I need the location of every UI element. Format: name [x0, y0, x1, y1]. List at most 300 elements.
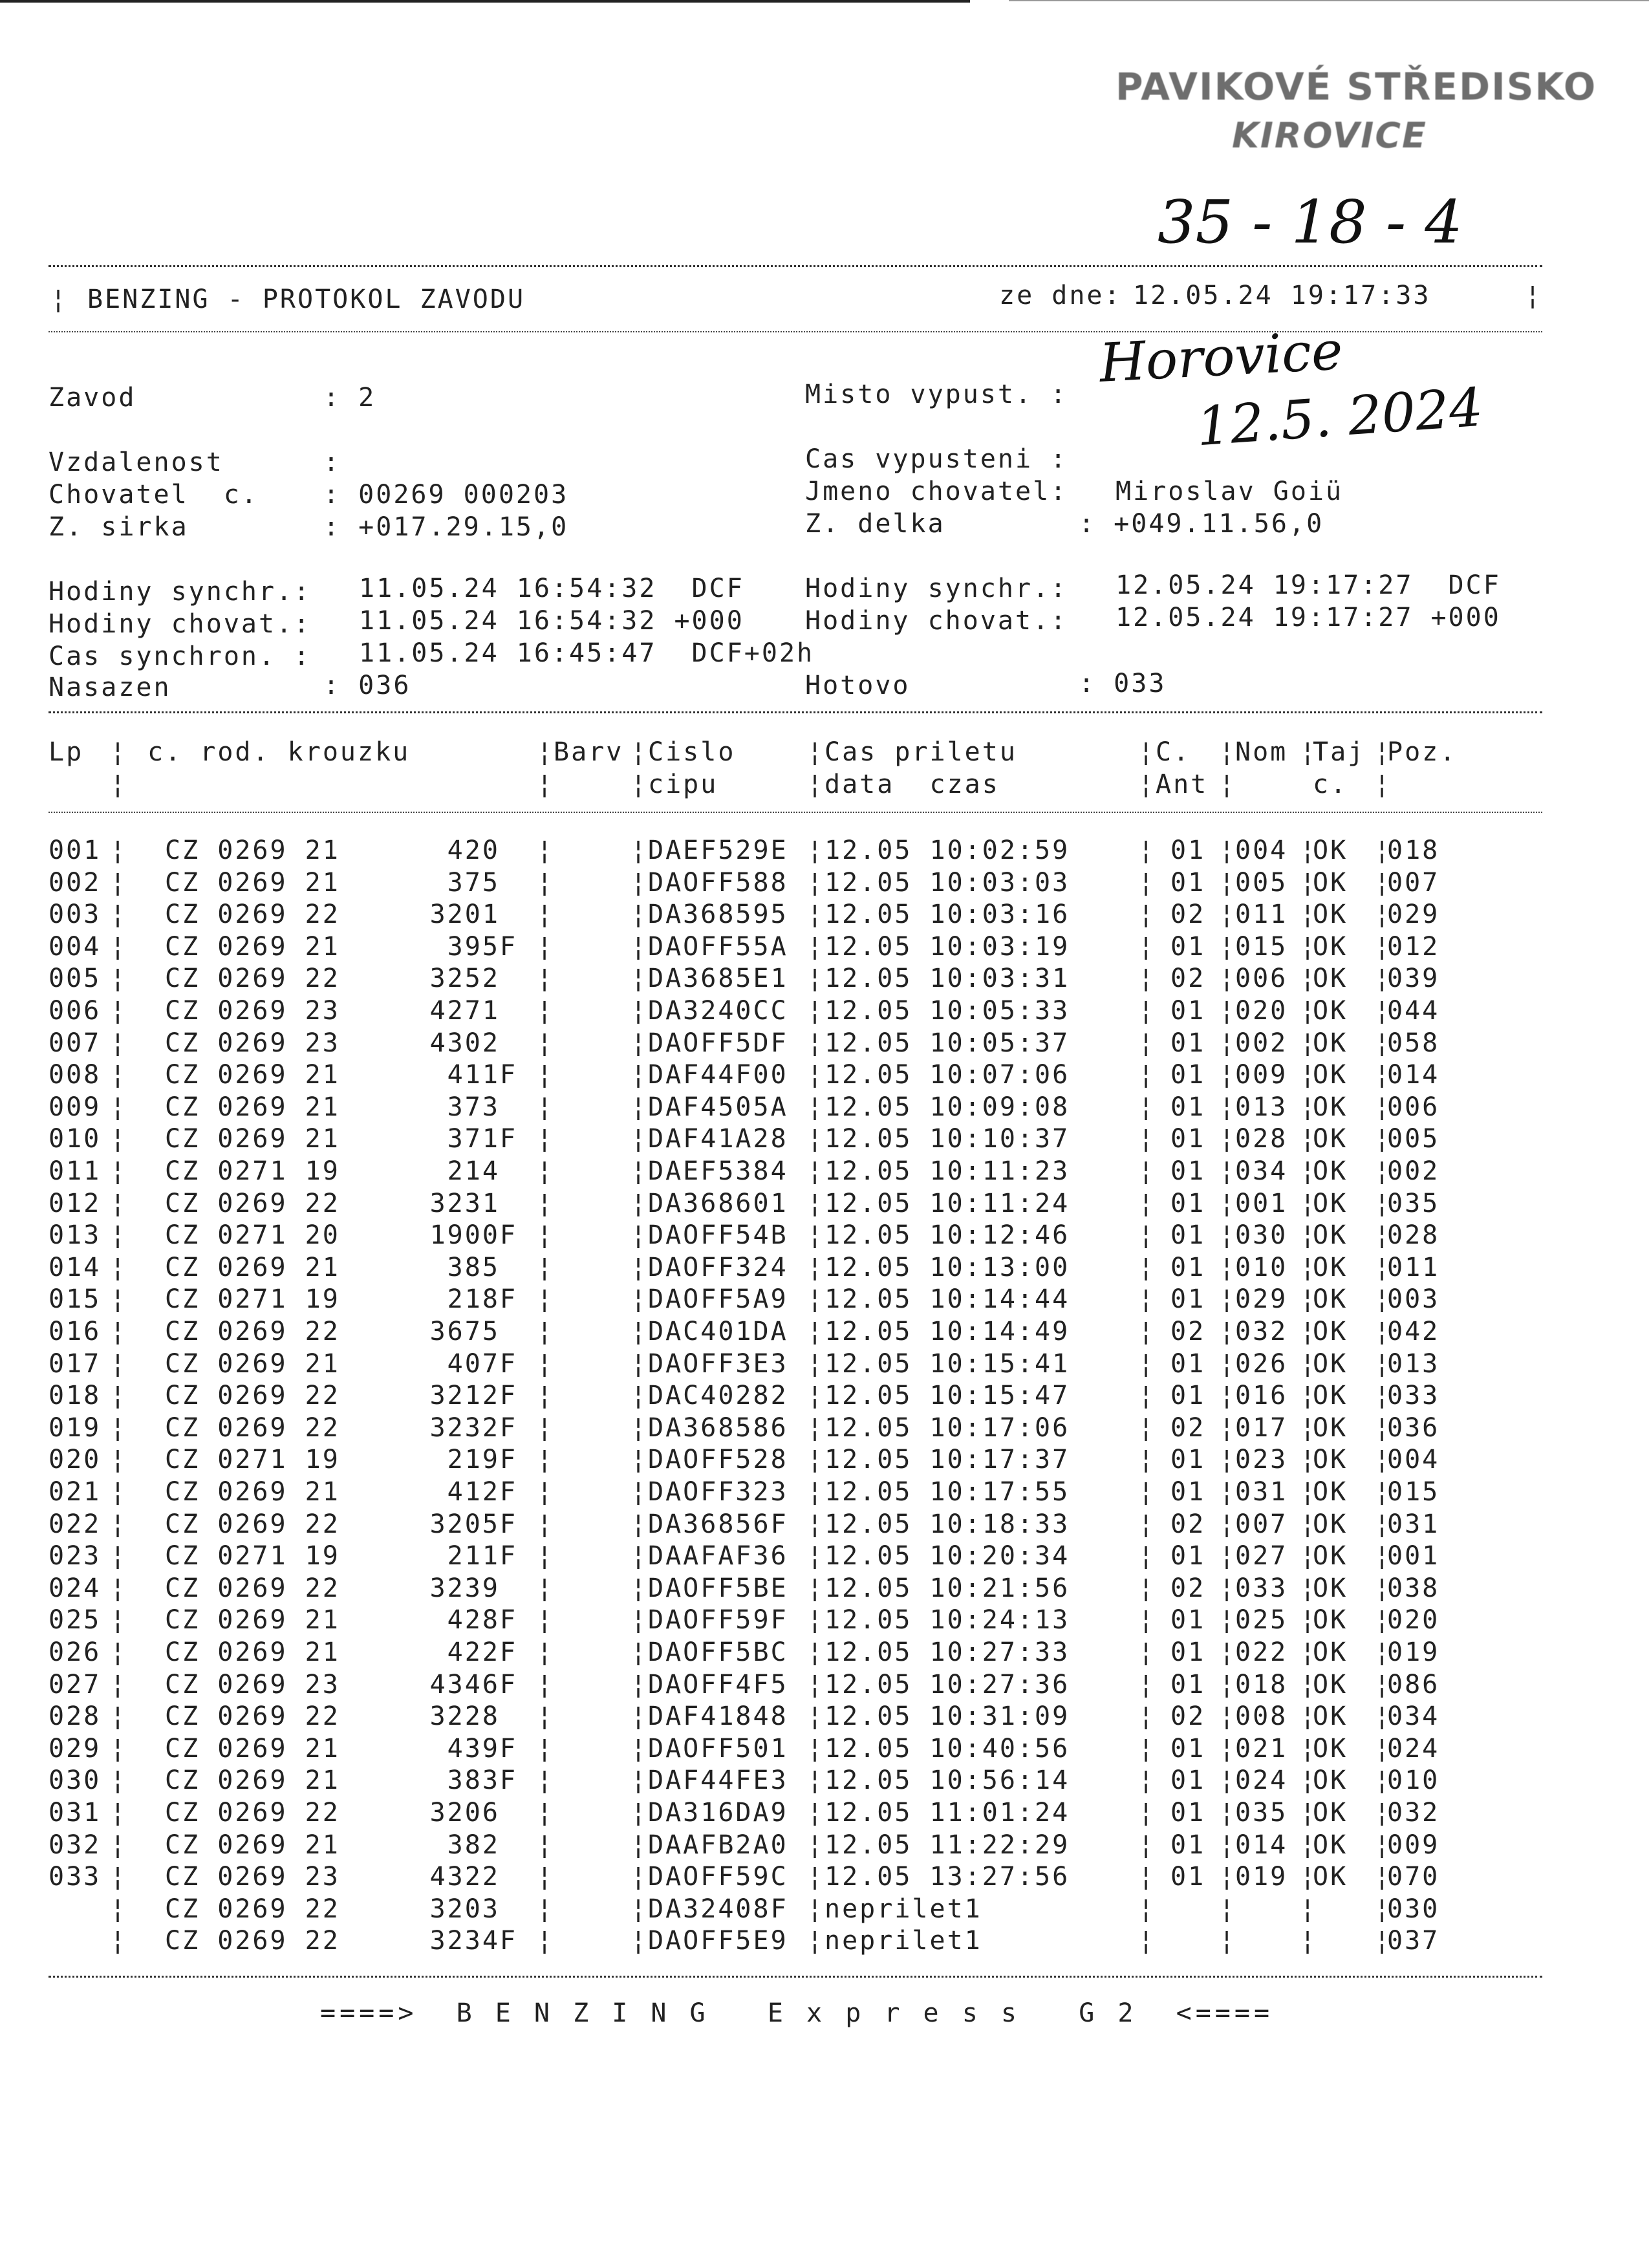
cell-separator: ¦: [1219, 1381, 1237, 1411]
cell-num: 428F: [447, 1605, 517, 1636]
report-title: BENZING - PROTOKOL ZAVODU: [87, 285, 526, 314]
cell-poz: 020: [1387, 1605, 1440, 1636]
cell-lp: 026: [48, 1637, 102, 1667]
cell-separator: ¦: [1300, 1156, 1318, 1186]
cell-lp: 027: [48, 1669, 102, 1700]
cell-num: 214: [447, 1156, 517, 1186]
col-c: C.: [1156, 737, 1191, 767]
cell-prefix: CZ 0271 19: [165, 1541, 340, 1571]
sirka-value: : +017.29.15,0: [323, 512, 569, 542]
cell-lp: 021: [48, 1477, 102, 1507]
cell-separator: ¦: [1300, 931, 1318, 962]
cell-prefix: CZ 0269 22: [165, 1509, 340, 1539]
cell-separator: ¦: [1300, 1092, 1318, 1122]
cell-taj: OK: [1313, 1798, 1348, 1828]
scan-top-edge-right: [1009, 0, 1649, 1]
cell-separator: ¦: [1300, 1798, 1318, 1828]
cell-separator: ¦: [1138, 1894, 1156, 1924]
cell-prefix: CZ 0271 19: [165, 1445, 340, 1475]
cell-prefix: CZ 0269 23: [165, 996, 340, 1026]
cell-separator: ¦: [1374, 996, 1392, 1026]
cell-separator: ¦: [1374, 1092, 1392, 1122]
cell-lp: 006: [48, 996, 102, 1026]
misto-label: Misto vypust. :: [805, 380, 1068, 409]
cell-separator: ¦: [1374, 1701, 1392, 1732]
cell-lp: 002: [48, 867, 102, 898]
hotovo-label: Hotovo: [805, 671, 911, 700]
cell-separator: ¦: [1300, 1509, 1318, 1539]
cell-taj: OK: [1313, 1317, 1348, 1346]
cell-separator: ¦: [1138, 1541, 1156, 1571]
cell-separator: ¦: [1300, 1605, 1318, 1636]
cell-c: 02: [1170, 1317, 1206, 1346]
cell-time: 12.05 10:27:33: [824, 1637, 1070, 1667]
col-taj: Taj: [1313, 737, 1366, 767]
cell-c: 02: [1170, 1573, 1206, 1603]
hodiny-synchr-label-2: Hodiny synchr.:: [805, 574, 1068, 603]
cell-nom: 007: [1235, 1509, 1288, 1539]
cell-nom: 014: [1235, 1830, 1288, 1860]
cell-separator: ¦: [807, 1573, 825, 1603]
cell-separator: ¦: [110, 1252, 128, 1282]
cell-nom: 034: [1235, 1156, 1288, 1186]
cell-separator: ¦: [1219, 1252, 1237, 1282]
cell-num: 3206: [429, 1798, 517, 1828]
cell-time: 12.05 10:21:56: [824, 1573, 1070, 1603]
cell-poz: 001: [1387, 1541, 1440, 1571]
hodiny-synchr-left: 11.05.24 16:54:32 DCF: [359, 574, 744, 603]
cell-separator: ¦: [110, 1060, 128, 1090]
cas-synchron-label: Cas synchron. :: [48, 642, 312, 671]
cell-separator: ¦: [537, 1156, 555, 1186]
cell-chip: DA316DA9: [648, 1798, 788, 1828]
cell-taj: OK: [1313, 1252, 1348, 1282]
cell-separator: ¦: [1374, 1894, 1392, 1924]
cell-lp: 028: [48, 1701, 102, 1732]
cell-c: 01: [1170, 1028, 1206, 1058]
col-sep-3b: ¦: [630, 770, 649, 799]
cell-chip: DAOFF54B: [648, 1220, 788, 1251]
cell-poz: 014: [1387, 1060, 1440, 1090]
cell-prefix: CZ 0269 22: [165, 900, 340, 930]
cell-taj: OK: [1313, 931, 1348, 962]
cell-separator: ¦: [1219, 1412, 1237, 1443]
cell-separator: ¦: [807, 1894, 825, 1924]
cell-separator: ¦: [1138, 1381, 1156, 1411]
cell-separator: ¦: [1374, 1669, 1392, 1700]
cell-num: 4346F: [429, 1669, 517, 1700]
col-krouzek: c. rod. krouzku: [147, 737, 411, 767]
cell-separator: ¦: [537, 900, 555, 930]
cell-num: 211F: [447, 1541, 517, 1571]
cell-separator: ¦: [1300, 964, 1318, 994]
cell-separator: ¦: [630, 1637, 649, 1667]
report-date-label: ze dne:: [999, 281, 1122, 310]
cell-separator: ¦: [1219, 964, 1237, 994]
cell-prefix: CZ 0269 21: [165, 1605, 340, 1636]
col-nom: Nom: [1235, 737, 1288, 767]
cell-taj: OK: [1313, 996, 1348, 1026]
cell-prefix: CZ 0269 22: [165, 1926, 340, 1956]
cell-lp: 031: [48, 1798, 102, 1828]
cell-lp: 013: [48, 1220, 102, 1251]
cell-lp: 024: [48, 1573, 102, 1603]
header-rule-bottom: [48, 331, 1542, 332]
cell-separator: ¦: [630, 1412, 649, 1443]
cell-taj: OK: [1313, 867, 1348, 898]
cell-separator: ¦: [1138, 1028, 1156, 1058]
cell-taj: OK: [1313, 1188, 1348, 1218]
col-sep-4: ¦: [807, 737, 825, 767]
cell-separator: ¦: [1374, 1156, 1392, 1186]
cell-separator: ¦: [1374, 1028, 1392, 1058]
cell-taj: OK: [1313, 1862, 1348, 1892]
cell-separator: ¦: [537, 1926, 555, 1956]
cell-separator: ¦: [1300, 1445, 1318, 1475]
cell-poz: 033: [1387, 1381, 1440, 1411]
col-taj-2: c.: [1313, 770, 1348, 799]
cell-prefix: CZ 0269 21: [165, 1637, 340, 1667]
hodiny-chovat-label: Hodiny chovat.:: [48, 609, 312, 639]
cell-separator: ¦: [537, 1124, 555, 1154]
cell-poz: 006: [1387, 1092, 1440, 1122]
cell-separator: ¦: [110, 1926, 128, 1956]
cell-nom: 011: [1235, 900, 1288, 930]
cell-time: 12.05 10:03:31: [824, 964, 1070, 994]
cell-prefix: CZ 0269 21: [165, 1766, 340, 1796]
cell-separator: ¦: [1300, 1541, 1318, 1571]
cell-separator: ¦: [1374, 1412, 1392, 1443]
cell-separator: ¦: [630, 1766, 649, 1796]
cell-separator: ¦: [1219, 1830, 1237, 1860]
cell-taj: OK: [1313, 1541, 1348, 1571]
col-c-2: Ant: [1156, 770, 1209, 799]
cell-separator: ¦: [1300, 900, 1318, 930]
cell-taj: OK: [1313, 1766, 1348, 1796]
cell-chip: DAOFF588: [648, 867, 788, 898]
zavod-value: : 2: [323, 383, 376, 413]
cell-chip: DA368586: [648, 1412, 788, 1443]
cell-lp: 010: [48, 1124, 102, 1154]
cell-separator: ¦: [537, 1798, 555, 1828]
cell-separator: ¦: [630, 1348, 649, 1379]
col-sep-6b: ¦: [1219, 770, 1237, 799]
cell-c: 01: [1170, 1092, 1206, 1122]
cell-separator: ¦: [1219, 1766, 1237, 1796]
cell-separator: ¦: [110, 1509, 128, 1539]
cell-separator: ¦: [1300, 1862, 1318, 1892]
cell-chip: DAOFF5A9: [648, 1284, 788, 1315]
cell-time: 12.05 10:17:06: [824, 1412, 1070, 1443]
cell-separator: ¦: [807, 836, 825, 865]
cell-c: 01: [1170, 1637, 1206, 1667]
scan-top-edge: [0, 0, 970, 3]
cell-time: 12.05 10:15:41: [824, 1348, 1070, 1379]
col-sep-3: ¦: [630, 737, 649, 767]
cell-separator: ¦: [110, 996, 128, 1026]
col-sep-2b: ¦: [537, 770, 555, 799]
cell-poz: 019: [1387, 1637, 1440, 1667]
cell-chip: DAC40282: [648, 1381, 788, 1411]
cell-chip: DAOFF5DF: [648, 1028, 788, 1058]
cell-c: 01: [1170, 1733, 1206, 1764]
cell-separator: ¦: [1219, 1926, 1237, 1956]
col-sep-4b: ¦: [807, 770, 825, 799]
cell-prefix: CZ 0269 22: [165, 964, 340, 994]
cell-nom: 033: [1235, 1573, 1288, 1603]
col-barv: Barv: [554, 737, 624, 767]
cell-separator: ¦: [1138, 1477, 1156, 1507]
cell-separator: ¦: [1138, 1926, 1156, 1956]
cell-separator: ¦: [1300, 1252, 1318, 1282]
cell-time: 12.05 10:11:23: [824, 1156, 1070, 1186]
cell-separator: ¦: [1138, 1766, 1156, 1796]
hodiny-chovat-left: 11.05.24 16:54:32 +000: [359, 606, 744, 636]
cell-separator: ¦: [537, 1284, 555, 1315]
cell-prefix: CZ 0269 22: [165, 1188, 340, 1218]
cell-separator: ¦: [1374, 867, 1392, 898]
cell-prefix: CZ 0269 21: [165, 1124, 340, 1154]
cell-num: 373: [447, 1092, 517, 1122]
cell-separator: ¦: [537, 1701, 555, 1732]
cell-separator: ¦: [807, 1541, 825, 1571]
hodiny-chovat-right: 12.05.24 19:17:27 +000: [1116, 603, 1501, 632]
cell-lp: 012: [48, 1188, 102, 1218]
cell-separator: ¦: [807, 1317, 825, 1346]
cell-separator: ¦: [1300, 996, 1318, 1026]
cell-chip: DAOFF323: [648, 1477, 788, 1507]
cell-c: 01: [1170, 1252, 1206, 1282]
cell-separator: ¦: [1374, 1188, 1392, 1218]
cell-taj: OK: [1313, 1445, 1348, 1475]
cell-separator: ¦: [1219, 1733, 1237, 1764]
cell-time: neprilet1: [824, 1926, 982, 1956]
cell-separator: ¦: [1374, 1926, 1392, 1956]
cell-separator: ¦: [630, 1028, 649, 1058]
cell-separator: ¦: [1374, 1830, 1392, 1860]
cell-time: 12.05 10:03:16: [824, 900, 1070, 930]
cell-separator: ¦: [537, 1477, 555, 1507]
cell-lp: 018: [48, 1381, 102, 1411]
cell-separator: ¦: [110, 1894, 128, 1924]
cell-separator: ¦: [630, 1830, 649, 1860]
cell-separator: ¦: [1138, 1188, 1156, 1218]
cell-prefix: CZ 0269 21: [165, 931, 340, 962]
cell-separator: ¦: [1374, 1317, 1392, 1346]
cell-time: neprilet1: [824, 1894, 982, 1924]
cell-separator: ¦: [1138, 1284, 1156, 1315]
cell-separator: ¦: [537, 1573, 555, 1603]
cell-separator: ¦: [110, 836, 128, 865]
cell-num: 385: [447, 1252, 517, 1282]
cell-separator: ¦: [537, 1541, 555, 1571]
cell-separator: ¦: [1138, 1092, 1156, 1122]
cell-separator: ¦: [110, 964, 128, 994]
cell-separator: ¦: [110, 900, 128, 930]
cell-chip: DAF44FE3: [648, 1766, 788, 1796]
cell-prefix: CZ 0269 21: [165, 1092, 340, 1122]
cell-separator: ¦: [110, 1573, 128, 1603]
cell-nom: 025: [1235, 1605, 1288, 1636]
cell-num: 4271: [429, 996, 517, 1026]
cell-separator: ¦: [630, 1252, 649, 1282]
report-date-value: 12.05.24 19:17:33: [1133, 281, 1431, 310]
cell-separator: ¦: [1374, 1541, 1392, 1571]
cell-taj: OK: [1313, 1060, 1348, 1090]
cell-separator: ¦: [537, 1188, 555, 1218]
cell-separator: ¦: [630, 1894, 649, 1924]
col-poz: Poz.: [1387, 737, 1458, 767]
cell-taj: OK: [1313, 964, 1348, 994]
handwritten-date: 12.5. 2024: [1194, 376, 1485, 459]
cell-poz: 015: [1387, 1477, 1440, 1507]
table-header-rule: [48, 812, 1542, 813]
cell-chip: DAOFF4F5: [648, 1669, 788, 1700]
cell-c: 01: [1170, 1605, 1206, 1636]
cell-time: 12.05 10:14:44: [824, 1284, 1070, 1315]
cell-separator: ¦: [1219, 1092, 1237, 1122]
cell-time: 12.05 11:22:29: [824, 1830, 1070, 1860]
cell-taj: OK: [1313, 836, 1348, 865]
cell-chip: DAOFF5BC: [648, 1637, 788, 1667]
cell-chip: DAOFF59F: [648, 1605, 788, 1636]
cell-poz: 044: [1387, 996, 1440, 1026]
cell-poz: 030: [1387, 1894, 1440, 1924]
cell-separator: ¦: [110, 931, 128, 962]
cell-separator: ¦: [1219, 1028, 1237, 1058]
cell-separator: ¦: [110, 1830, 128, 1860]
cell-separator: ¦: [1138, 1060, 1156, 1090]
col-sep-1b: ¦: [110, 770, 128, 799]
cell-separator: ¦: [807, 1733, 825, 1764]
cell-lp: 023: [48, 1541, 102, 1571]
cell-separator: ¦: [537, 1348, 555, 1379]
cell-c: 02: [1170, 1412, 1206, 1443]
cell-prefix: CZ 0269 21: [165, 867, 340, 898]
cell-c: 01: [1170, 1445, 1206, 1475]
cell-separator: ¦: [630, 1477, 649, 1507]
cell-separator: ¦: [630, 1862, 649, 1892]
cell-separator: ¦: [630, 836, 649, 865]
cell-separator: ¦: [110, 1188, 128, 1218]
cell-time: 12.05 10:15:47: [824, 1381, 1070, 1411]
cell-c: 01: [1170, 1862, 1206, 1892]
cell-taj: OK: [1313, 1509, 1348, 1539]
cell-prefix: CZ 0269 22: [165, 1701, 340, 1732]
cell-separator: ¦: [1138, 1862, 1156, 1892]
cell-prefix: CZ 0269 23: [165, 1669, 340, 1700]
cell-num: 3239: [429, 1573, 517, 1603]
hodiny-chovat-label-2: Hodiny chovat.:: [805, 606, 1068, 636]
cell-separator: ¦: [1300, 1284, 1318, 1315]
cell-separator: ¦: [1219, 996, 1237, 1026]
cell-separator: ¦: [110, 1605, 128, 1636]
cell-lp: 020: [48, 1445, 102, 1475]
chovatel-label: Chovatel c.: [48, 480, 259, 510]
cell-separator: ¦: [537, 1766, 555, 1796]
cell-taj: OK: [1313, 1381, 1348, 1411]
cell-lp: 032: [48, 1830, 102, 1860]
cell-separator: ¦: [1300, 1894, 1318, 1924]
cell-chip: DAAFAF36: [648, 1541, 788, 1571]
cell-separator: ¦: [1300, 1348, 1318, 1379]
cell-nom: 004: [1235, 836, 1288, 865]
cell-chip: DA32408F: [648, 1894, 788, 1924]
cell-separator: ¦: [1300, 1317, 1318, 1346]
cell-separator: ¦: [1374, 1733, 1392, 1764]
cell-separator: ¦: [537, 1317, 555, 1346]
cell-separator: ¦: [1138, 900, 1156, 930]
cell-separator: ¦: [110, 1637, 128, 1667]
cell-separator: ¦: [1219, 931, 1237, 962]
cell-separator: ¦: [537, 1894, 555, 1924]
cell-separator: ¦: [1300, 1124, 1318, 1154]
cell-num: 439F: [447, 1733, 517, 1764]
cell-chip: DA368595: [648, 900, 788, 930]
cell-prefix: CZ 0269 23: [165, 1028, 340, 1058]
cell-separator: ¦: [1374, 1348, 1392, 1379]
cell-num: 1900F: [429, 1220, 517, 1251]
cell-separator: ¦: [110, 1798, 128, 1828]
cell-separator: ¦: [807, 1798, 825, 1828]
cell-taj: OK: [1313, 1669, 1348, 1700]
cell-separator: ¦: [1219, 1317, 1237, 1346]
cell-separator: ¦: [1138, 1412, 1156, 1443]
cell-separator: ¦: [110, 867, 128, 898]
cell-chip: DA3240CC: [648, 996, 788, 1026]
cell-separator: ¦: [807, 1284, 825, 1315]
cell-separator: ¦: [630, 1445, 649, 1475]
cell-time: 12.05 13:27:56: [824, 1862, 1070, 1892]
cell-nom: 023: [1235, 1445, 1288, 1475]
cell-separator: ¦: [110, 1028, 128, 1058]
cell-separator: ¦: [1219, 1156, 1237, 1186]
cell-separator: ¦: [537, 867, 555, 898]
cell-poz: 011: [1387, 1252, 1440, 1282]
cell-num: 3201: [429, 900, 517, 930]
cell-chip: DAEF529E: [648, 836, 788, 865]
cell-separator: ¦: [537, 1060, 555, 1090]
cell-time: 12.05 10:10:37: [824, 1124, 1070, 1154]
cell-nom: 018: [1235, 1669, 1288, 1700]
cell-separator: ¦: [537, 1509, 555, 1539]
cell-c: 01: [1170, 1477, 1206, 1507]
footer-banner: ====> B E N Z I N G E x p r e s s G 2 <====: [320, 1998, 1274, 2028]
cell-poz: 038: [1387, 1573, 1440, 1603]
cell-nom: 028: [1235, 1124, 1288, 1154]
cell-separator: ¦: [1300, 1028, 1318, 1058]
cell-time: 12.05 10:09:08: [824, 1092, 1070, 1122]
cell-num: 4322: [429, 1862, 517, 1892]
cell-separator: ¦: [537, 1637, 555, 1667]
cell-prefix: CZ 0271 19: [165, 1284, 340, 1315]
cell-poz: 007: [1387, 867, 1440, 898]
cell-taj: OK: [1313, 1284, 1348, 1315]
cell-c: 01: [1170, 1798, 1206, 1828]
cell-num: 219F: [447, 1445, 517, 1475]
cell-lp: 022: [48, 1509, 102, 1539]
hotovo-value: : 033: [1079, 669, 1167, 698]
jmeno-label: Jmeno chovatel:: [805, 477, 1068, 506]
cell-num: 407F: [447, 1348, 517, 1379]
cell-poz: 034: [1387, 1701, 1440, 1732]
cell-separator: ¦: [1138, 1445, 1156, 1475]
cell-chip: DAOFF528: [648, 1445, 788, 1475]
cell-taj: OK: [1313, 1156, 1348, 1186]
cell-lp: 025: [48, 1605, 102, 1636]
cell-poz: 018: [1387, 836, 1440, 865]
cell-separator: ¦: [1300, 1766, 1318, 1796]
